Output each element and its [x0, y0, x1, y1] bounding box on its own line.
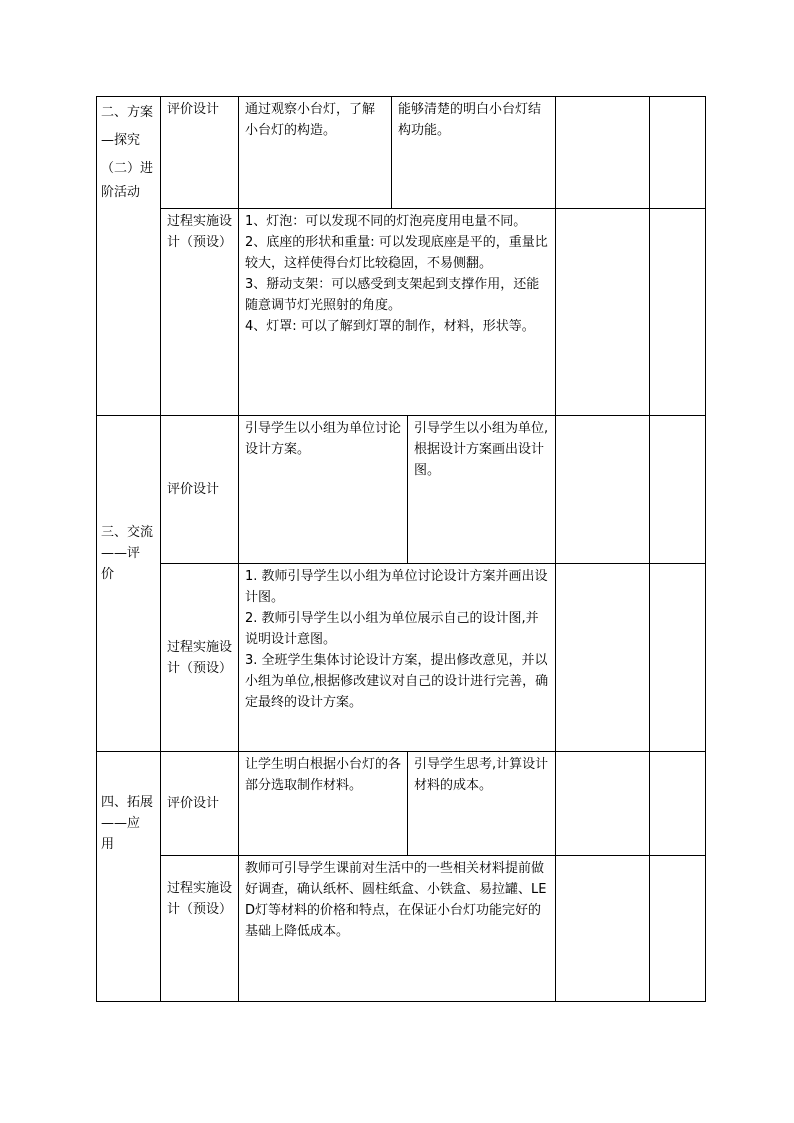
- eval-label: 评价设计: [167, 482, 220, 497]
- stage-cell-exchange-evaluate: [96, 415, 161, 752]
- eval-goal-cell: [391, 96, 556, 209]
- empty-cell: [649, 415, 706, 564]
- process-label: 过程实施设计（预设）: [167, 214, 233, 250]
- stage-line: ——应: [101, 816, 141, 831]
- eval-description: 引导学生以小组为单位讨论设计方案。: [245, 421, 402, 457]
- eval-goal: 引导学生以小组为单位,根据设计方案画出设计图。: [414, 421, 549, 478]
- process-label-cell: [160, 855, 239, 1002]
- stage-cell-plan-explore: [96, 96, 161, 416]
- stage-line: 阶活动: [101, 185, 141, 200]
- stage-cell-extend-apply: [96, 751, 161, 1002]
- stage-line: 价: [101, 567, 115, 582]
- eval-goal-cell: [407, 751, 556, 856]
- process-label: 过程实施设计（预设）: [167, 881, 233, 917]
- process-item: 2. 教师引导学生以小组为单位展示自己的设计图,并说明设计意图。: [245, 611, 539, 647]
- stage-line: 三、交流: [101, 525, 154, 540]
- eval-label: 评价设计: [167, 102, 220, 117]
- eval-description-cell: [238, 415, 408, 564]
- eval-label-cell: [160, 96, 239, 209]
- process-label-cell: [160, 563, 239, 752]
- eval-goal: 引导学生思考,计算设计材料的成本。: [414, 757, 549, 793]
- empty-cell: [555, 415, 650, 564]
- stage-line: 二、方案: [101, 105, 154, 120]
- process-item: 3、掰动支架：可以感受到支架起到支撑作用，还能随意调节灯光照射的角度。: [245, 277, 540, 313]
- process-label-cell: [160, 208, 239, 416]
- empty-cell: [649, 96, 706, 209]
- process-item: 教师可引导学生课前对生活中的一些相关材料提前做好调查，确认纸杯、圆柱纸盒、小铁盒、易拉罐、LED灯等材料的价格和特点，在保证小台灯功能完好的基础上降低成本。: [245, 861, 547, 939]
- empty-cell: [555, 751, 650, 856]
- stage-line: —探究: [101, 133, 141, 148]
- eval-label: 评价设计: [167, 796, 220, 811]
- stage-line: ——评: [101, 546, 141, 561]
- process-item: 4、灯罩: 可以了解到灯罩的制作，材料，形状等。: [245, 319, 535, 334]
- process-item: 1、灯泡：可以发现不同的灯泡亮度用电量不同。: [245, 214, 527, 229]
- process-label: 过程实施设计（预设）: [167, 639, 233, 676]
- process-item: 1. 教师引导学生以小组为单位讨论设计方案并画出设计图。: [245, 569, 548, 605]
- empty-cell: [555, 855, 650, 1002]
- eval-label-cell: [160, 415, 239, 564]
- process-item: 3. 全班学生集体讨论设计方案，提出修改意见，并以小组为单位,根据修改建议对自己的设计进行完善，确定最终的设计方案。: [245, 653, 549, 710]
- process-item: 2、底座的形状和重量: 可以发现底座是平的，重量比较大，这样使得台灯比较稳固，不易侧翻。: [245, 235, 548, 271]
- stage-line: （二）进: [101, 161, 154, 176]
- empty-cell: [649, 855, 706, 1002]
- process-content-cell: [238, 855, 556, 1002]
- empty-cell: [649, 751, 706, 856]
- eval-goal-cell: [407, 415, 556, 564]
- eval-description-cell: [238, 751, 408, 856]
- empty-cell: [555, 208, 650, 416]
- empty-cell: [555, 96, 650, 209]
- process-content-cell: [238, 208, 556, 416]
- eval-description-cell: [238, 96, 392, 209]
- empty-cell: [649, 563, 706, 752]
- eval-goal: 能够清楚的明白小台灯结构功能。: [398, 102, 542, 138]
- eval-description: 让学生明白根据小台灯的各部分选取制作材料。: [245, 757, 402, 793]
- empty-cell: [555, 563, 650, 752]
- eval-description: 通过观察小台灯，了解小台灯的构造。: [245, 102, 376, 138]
- eval-label-cell: [160, 751, 239, 856]
- empty-cell: [649, 208, 706, 416]
- process-content-cell: [238, 563, 556, 752]
- stage-line: 用: [101, 837, 115, 852]
- stage-line: 四、拓展: [101, 795, 154, 810]
